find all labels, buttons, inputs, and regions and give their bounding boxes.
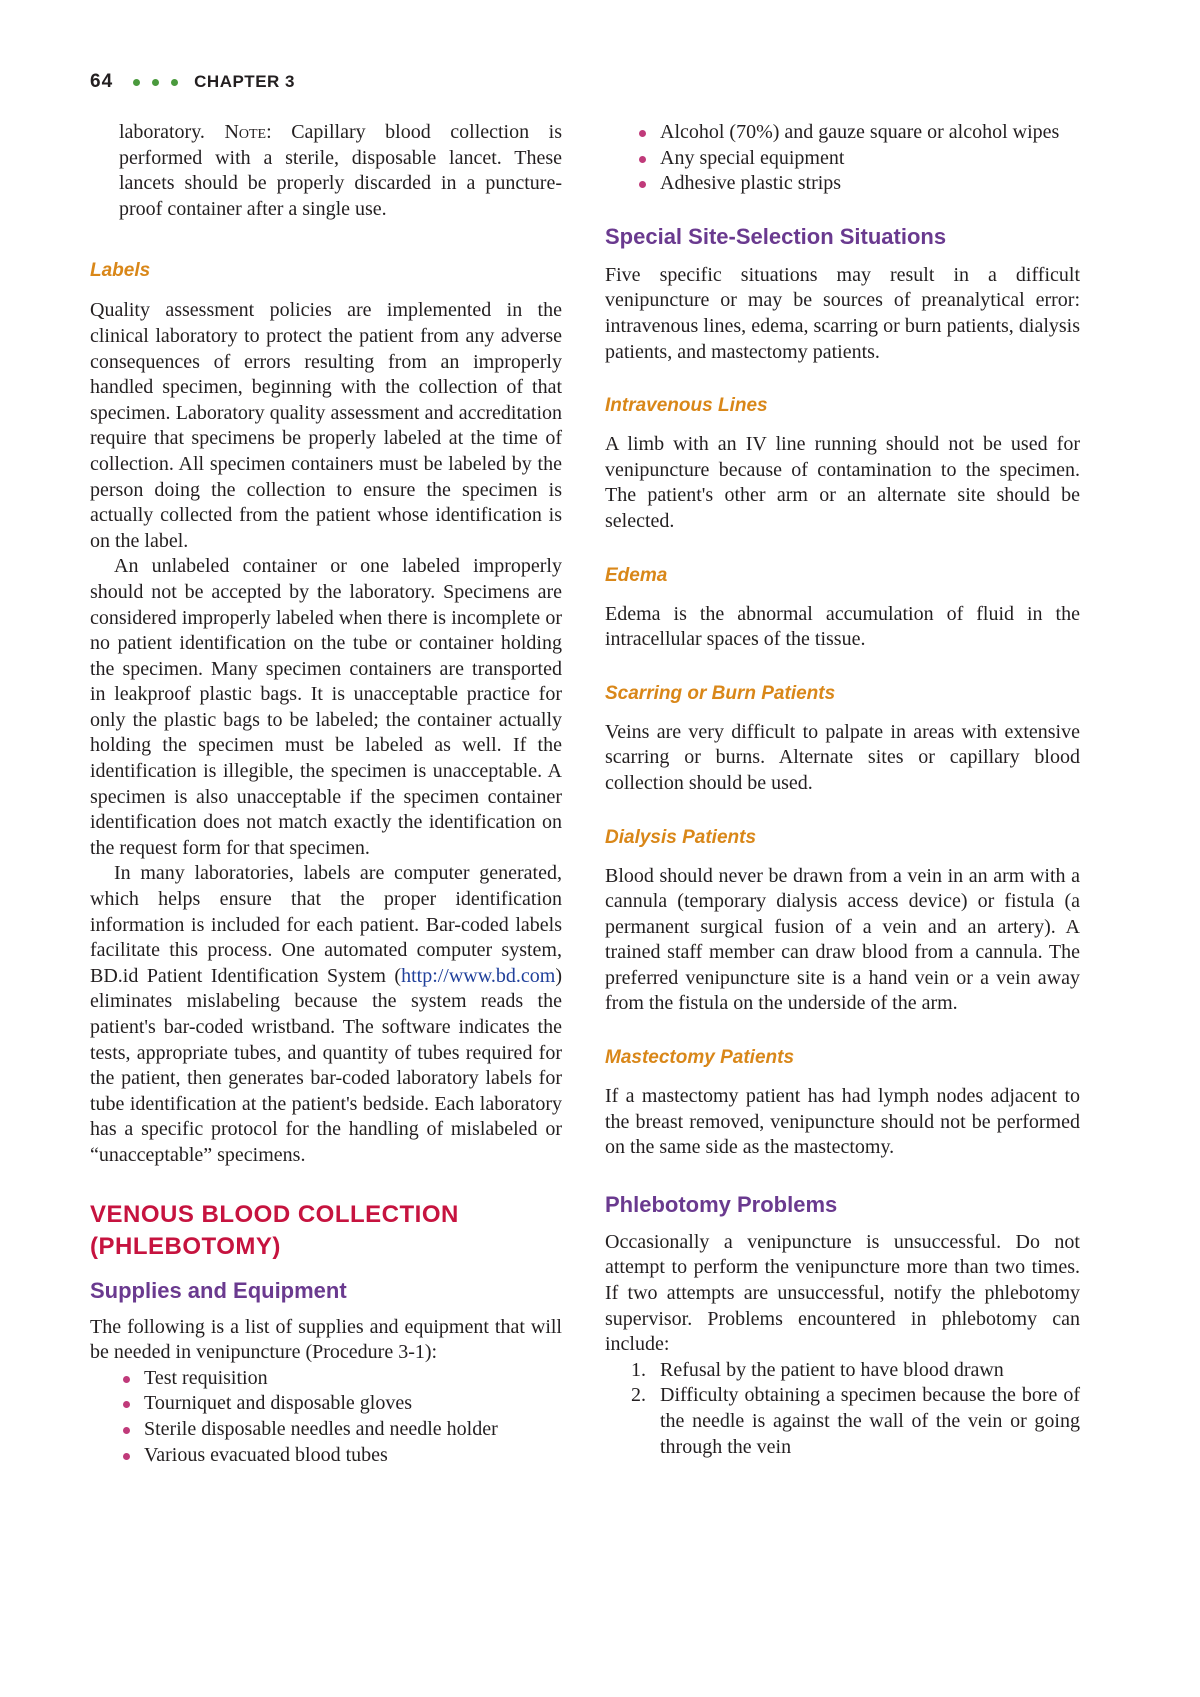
problems-heading: Phlebotomy Problems (605, 1191, 838, 1217)
list-item: Sterile disposable needles and needle holder (90, 1417, 562, 1443)
header-dots (133, 79, 178, 86)
note-text-pre: laboratory. (119, 121, 225, 143)
left-column (90, 120, 562, 1468)
list-item (605, 1383, 1080, 1460)
list-item: Adhesive plastic strips (605, 171, 1080, 197)
note-text-post: Capillary blood collection is performed with a sterile, disposable lancet. These lancets should be properly discarded in a puncture-proof container after a single use. (119, 121, 562, 220)
iv-heading: Intravenous Lines (605, 395, 768, 417)
mastectomy-heading: Mastectomy Patients (605, 1047, 795, 1069)
list-number: 2. (631, 1384, 646, 1407)
header-dot-icon (152, 79, 159, 86)
special-heading: Special Site-Selection Situations (605, 223, 947, 249)
bd-website-link[interactable]: http://www.bd.com (401, 964, 556, 987)
list-text: Difficulty obtaining a specimen because the bore of the needle is against the wall of the vein or going through the vein (660, 1384, 1080, 1458)
scarring-heading: Scarring or Burn Patients (605, 682, 836, 704)
problems-paragraph: Occasionally a venipuncture is unsuccessful. Do not attempt to perform the venipuncture more than two times. If two attempts are unsuccessful, notify the phlebotomy supervisor. Problems encountered in phlebotomy can include: (605, 1230, 1080, 1356)
list-item: Alcohol (70%) and gauze square or alcohol wipes (605, 120, 1080, 146)
labels-text: ) eliminates mislabeling because the system reads the patient's bar-coded wristband. The software indicates the tests, appropriate tubes, and quantity of tubes required for the patient, then generates bar-coded laboratory labels for tube identification at the patient's bedside. Each laboratory has a specific protocol for the handling of mislabeled or “unacceptable” specimens. (90, 964, 562, 1166)
list-item: Tourniquet and disposable gloves (90, 1391, 562, 1417)
section-heading-line: VENOUS BLOOD COLLECTION (90, 1200, 459, 1228)
note-paragraph (90, 120, 562, 222)
chapter-label: CHAPTER 3 (194, 72, 295, 91)
supplies-heading: Supplies and Equipment (90, 1277, 347, 1303)
list-item: Test requisition (90, 1366, 562, 1392)
list-text: Refusal by the patient to have blood drawn (660, 1358, 1004, 1381)
labels-heading: Labels (90, 260, 151, 282)
supplies-intro: The following is a list of supplies and equipment that will be needed in venipuncture (Procedure 3-1): (90, 1315, 562, 1364)
edema-paragraph: Edema is the abnormal accumulation of fluid in the intracellular spaces of the tissue. (605, 602, 1080, 651)
dialysis-heading: Dialysis Patients (605, 826, 757, 848)
problems-list (605, 1358, 1080, 1460)
header-dot-icon (133, 79, 140, 86)
supplies-list-continued (605, 120, 1080, 197)
labels-paragraph: An unlabeled container or one labeled improperly should not be accepted by the laboratory. Specimens are considered improperly labeled when there is incomplete or no patient identification on the tube or container holding the specimen. Many specimen containers are transported in leakproof plastic bags. It is unacceptable practice for only the plastic bags to be labeled; the container actually holding the specimen must be labeled as well. If the identification is illegible, the specimen is unacceptable. A specimen is also unacceptable if the specimen container identification does not match exactly the identification on the request form for that specimen. (90, 555, 562, 859)
page-number: 64 (90, 71, 114, 92)
list-item (605, 1358, 1080, 1384)
dialysis-paragraph: Blood should never be drawn from a vein in an arm with a cannula (temporary dialysis access device) or fistula (a permanent surgical fusion of a vein and an artery). A trained staff member can draw blood from a cannula. The preferred venipuncture site is a hand vein or a vein away from the fistula on the underside of the arm. (605, 864, 1080, 1015)
header-dot-icon (171, 79, 178, 86)
list-number: 1. (631, 1358, 646, 1381)
supplies-list (90, 1366, 562, 1468)
note-label: Note: (224, 121, 272, 143)
labels-text: In many laboratories, labels are computer generated, which helps ensure that the proper identification information is included for each patient. Bar-coded labels facilitate this process. One automated computer system, BD.id Patient Identification System ( (90, 862, 562, 987)
list-item: Various evacuated blood tubes (90, 1443, 562, 1469)
section-heading-line: (PHLEBOTOMY) (90, 1232, 281, 1260)
scarring-paragraph: Veins are very difficult to palpate in areas with extensive scarring or burns. Alternate sites or capillary blood collection should be used. (605, 720, 1080, 794)
mastectomy-paragraph: If a mastectomy patient has had lymph nodes adjacent to the breast removed, venipuncture should not be performed on the same side as the mastectomy. (605, 1085, 1080, 1159)
labels-paragraph: Quality assessment policies are implemented in the clinical laboratory to protect the patient from any adverse consequences of errors resulting from an improperly handled specimen, beginning with the collection of that specimen. Laboratory quality assessment and accreditation require that specimens be properly labeled at the time of collection. All specimen containers must be labeled by the person doing the collection to ensure the specimen is actually collected from the patient whose identification is on the label. (90, 299, 562, 552)
list-item: Any special equipment (605, 146, 1080, 172)
labels-paragraph (90, 861, 562, 1168)
section-heading-venous (90, 1199, 562, 1263)
right-column (605, 120, 1080, 1460)
special-paragraph: Five specific situations may result in a difficult venipuncture or may be sources of preanalytical error: intravenous lines, edema, scarring or burn patients, dialysis patients, and mastectomy patients. (605, 263, 1080, 363)
iv-paragraph: A limb with an IV line running should not be used for venipuncture because of contamination to the specimen. The patient's other arm or an alternate site should be selected. (605, 433, 1080, 532)
edema-heading: Edema (605, 564, 668, 586)
running-head (90, 70, 295, 94)
